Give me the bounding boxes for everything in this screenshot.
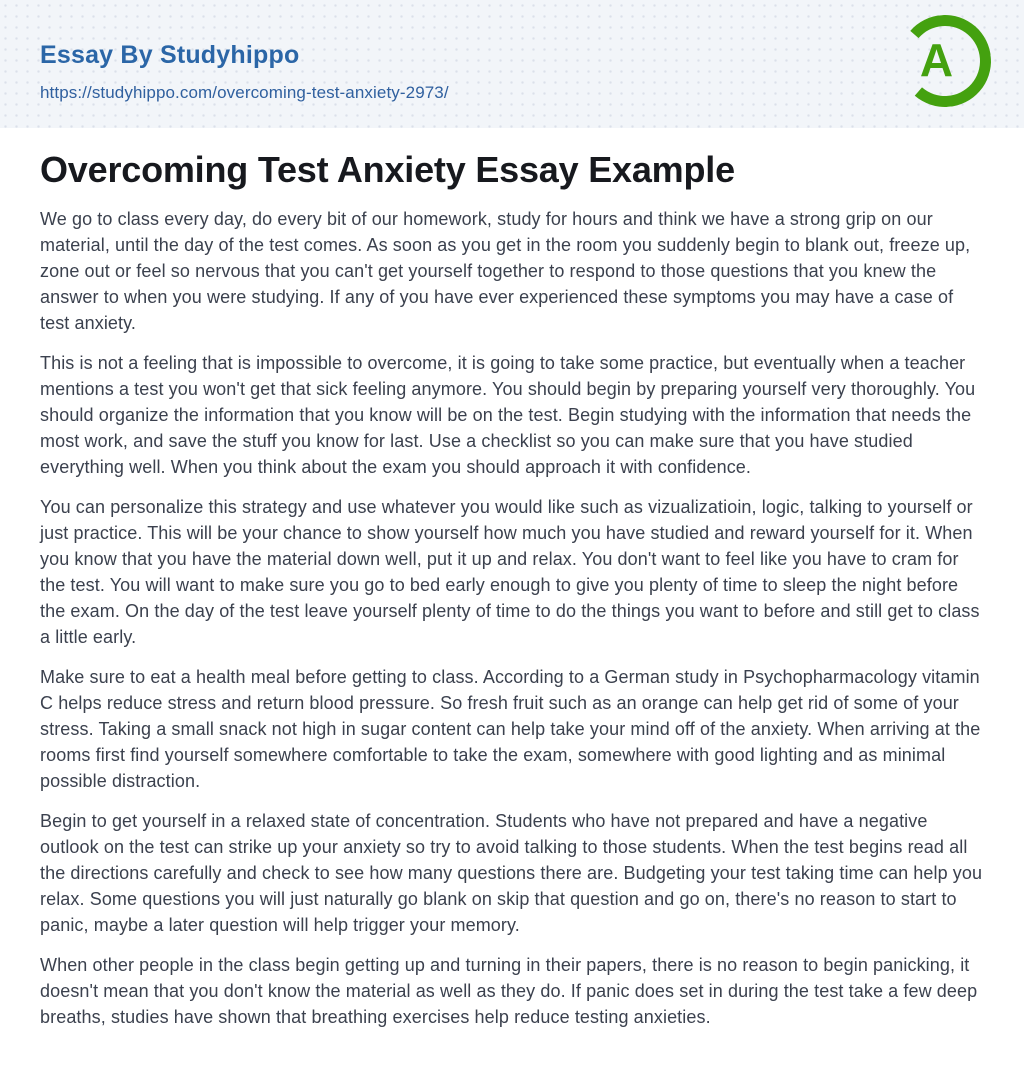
essay-paragraph: This is not a feeling that is impossible to overcome, it is going to take some practice, but eventually when a teacher mentions a test you won't get that sick feeling anymore. You should begin by preparing yourself very thoroughly. You should organize the information that you know will be on the test. Begin studying with the information that needs the most work, and save the stuff you know for last. Use a checklist so you can make sure that you have studied everything well. When you think about the exam you should approach it with confidence.	[40, 353, 976, 477]
page-title: Overcoming Test Anxiety Essay Example	[40, 149, 735, 190]
site-title: Essay By Studyhippo	[40, 41, 300, 69]
essay-paragraph: When other people in the class begin getting up and turning in their papers, there is no reason to begin panicking, it doesn't mean that you don't know the material as well as they do. If panic does set in during the test take a few deep breaths, studies have shown that breathing exercises help reduce testing anxieties.	[40, 955, 978, 1027]
studyhippo-logo-icon	[899, 15, 991, 107]
essay-paragraph: Begin to get yourself in a relaxed state of concentration. Students who have not prepared and have a negative outlook on the test can strike up your anxiety so try to avoid talking to those students. When the test begins read all the directions carefully and check to see how many questions there are. Budgeting your test taking time can help you relax. Some questions you will just naturally go blank on skip that question and go on, there's no reason to start to panic, maybe a later question will help trigger your memory.	[40, 811, 983, 935]
page-url: https://studyhippo.com/overcoming-test-anxiety-2973/	[40, 82, 449, 102]
essay-paragraph: You can personalize this strategy and use whatever you would like such as vizualizatioin, logic, talking to yourself or just practice. This will be your chance to show yourself how much you have studied and reward yourself for it. When you know that you have the material down well, put it up and relax. You don't want to feel like you have to cram for the test. You will want to make sure you go to bed early enough to give you plenty of time to sleep the night before the exam. On the day of the test leave yourself plenty of time to do the things you want to before and still get to class a little early.	[40, 497, 980, 647]
essay-paragraph: Make sure to eat a health meal before getting to class. According to a German study in Psychopharmacology vitamin C helps reduce stress and return blood pressure. So fresh fruit such as an orange can help get rid of some of your stress. Taking a small snack not high in sugar content can help take your mind off of the anxiety. When arriving at the rooms first find yourself somewhere comfortable to take the exam, somewhere with good lighting and as minimal possible distraction.	[40, 667, 981, 791]
page-header	[0, 0, 1024, 128]
essay-paragraph: We go to class every day, do every bit of our homework, study for hours and think we have a strong grip on our material, until the day of the test comes. As soon as you get in the room you suddenly begin to blank out, freeze up, zone out or feel so nervous that you can't get yourself together to respond to those questions that you knew the answer to when you were studying. If any of you have ever experienced these symptoms you may have a case of test anxiety.	[40, 209, 971, 333]
essay-article	[0, 148, 1024, 1074]
logo-letter: A	[919, 33, 954, 86]
